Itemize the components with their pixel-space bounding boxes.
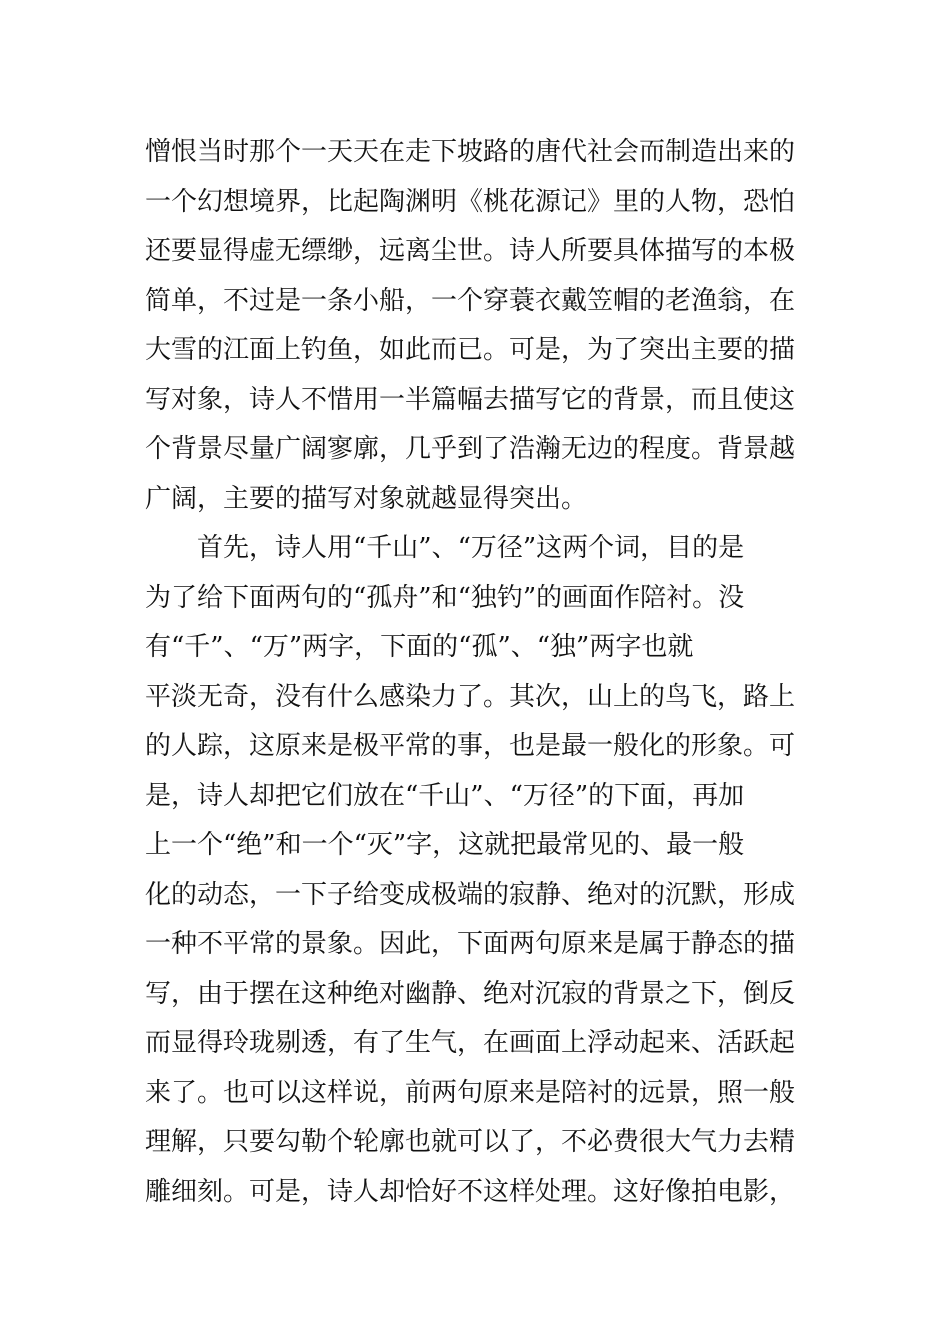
text-line: 而显得玲珑剔透，有了生气，在画面上浮动起来、活跃起 (145, 1028, 796, 1058)
text-line: 上一个“绝”和一个“灭”字，这就把最常见的、最一般 (145, 830, 745, 860)
article-body (145, 128, 815, 1217)
text-line: 简单，不过是一条小船，一个穿蓑衣戴笠帽的老渔翁，在 (145, 285, 796, 316)
text-line: 化的动态，一下子给变成极端的寂静、绝对的沉默，形成 (145, 879, 796, 910)
text-line: 为了给下面两句的“孤舟”和“独钓”的画面作陪衬。没 (145, 582, 745, 613)
text-line: 有“千”、“万”两字，下面的“孤”、“独”两字也就 (145, 632, 694, 662)
text-line: 来了。也可以这样说，前两句原来是陪衬的远景，照一般 (145, 1077, 796, 1108)
text-line: 平淡无奇，没有什么感染力了。其次，山上的鸟飞，路上 (145, 681, 796, 712)
text-line-indented: 首先，诗人用“千山”、“万径”这两个词，目的是 (197, 533, 745, 563)
text-line: 写对象，诗人不惜用一半篇幅去描写它的背景，而且使这 (145, 384, 796, 415)
text-line: 理解，只要勾勒个轮廓也就可以了，不必费很大气力去精 (145, 1127, 796, 1157)
text-line: 是，诗人却把它们放在“千山”、“万径”的下面，再加 (145, 780, 745, 811)
text-line: 雕细刻。可是，诗人却恰好不这样处理。这好像拍电影， (145, 1176, 796, 1207)
paragraph-1 (145, 128, 815, 524)
paragraph-2 (145, 524, 815, 1217)
text-line: 还要显得虚无缥缈，远离尘世。诗人所要具体描写的本极 (145, 236, 796, 266)
text-line: 写，由于摆在这种绝对幽静、绝对沉寂的背景之下，倒反 (145, 978, 796, 1009)
text-line: 大雪的江面上钓鱼，如此而已。可是，为了突出主要的描 (145, 335, 796, 365)
text-line: 广阔，主要的描写对象就越显得突出。 (145, 483, 588, 514)
text-line: 的人踪，这原来是极平常的事，也是最一般化的形象。可 (145, 731, 796, 761)
text-line: 一个幻想境界，比起陶渊明《桃花源记》里的人物，恐怕 (145, 186, 796, 217)
text-line: 憎恨当时那个一天天在走下坡路的唐代社会而制造出来的 (145, 137, 796, 167)
text-line: 个背景尽量广阔寥廓，几乎到了浩瀚无边的程度。背景越 (145, 434, 796, 464)
text-line: 一种不平常的景象。因此，下面两句原来是属于静态的描 (145, 929, 796, 959)
